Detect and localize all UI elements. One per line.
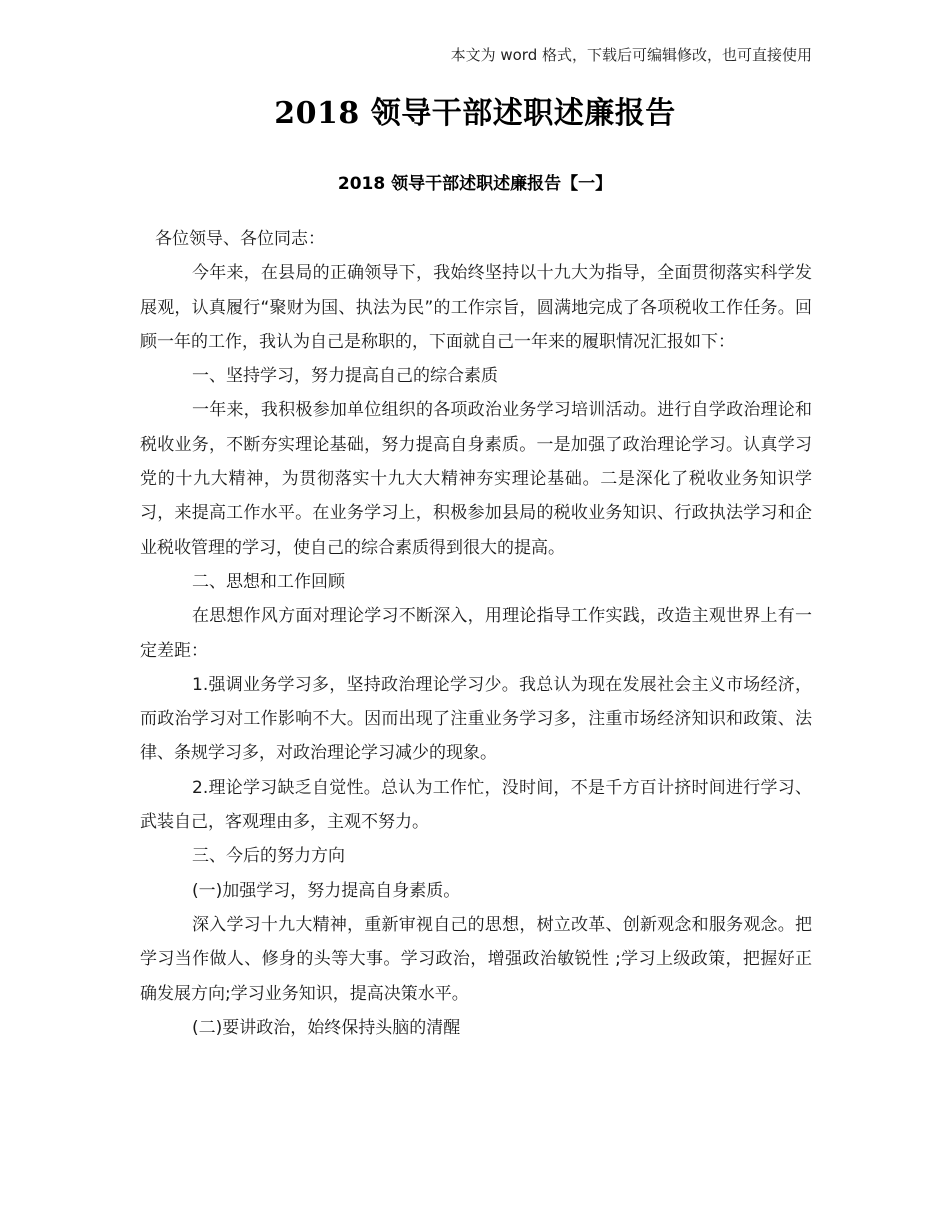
paragraph-direction: 深入学习十九大精神，重新审视自己的思想，树立改革、创新观念和服务观念。把学习当作做人、修身的头等大事。学习政治，增强政治敏锐性 ;学习上级政策，把握好正确发展方向;学习业务知识，提高决策水平。 [140,914,812,1004]
list-item-1: 1.强调业务学习多，坚持政治理论学习少。我总认为现在发展社会主义市场经济，而政治学习对工作影响不大。因而出现了注重业务学习多，注重市场经济知识和政策、法律、条规学习多，对政治理论学习减少的现象。 [140,674,812,764]
paragraph-thought: 在思想作风方面对理论学习不断深入，用理论指导工作实践，改造主观世界上有一定差距： [140,606,812,661]
paragraph-intro: 今年来，在县局的正确领导下，我始终坚持以十九大为指导，全面贯彻落实科学发展观，认真履行“聚财为国、执法为民”的工作宗旨，圆满地完成了各项税收工作任务。回顾一年的工作，我认为自己是称职的，下面就自己一年来的履职情况汇报如下： [140,263,812,352]
list-item-2: 2.理论学习缺乏自觉性。总认为工作忙，没时间，不是千方百计挤时间进行学习、武装自己，客观理由多，主观不努力。 [140,777,812,833]
paragraph-study: 一年来，我积极参加单位组织的各项政治业务学习培训活动。进行自学政治理论和税收业务，不断夯实理论基础，努力提高自身素质。一是加强了政治理论学习。认真学习党的十九大精神，为贯彻落实十九大大精神夯实理论基础。二是深化了税收业务知识学习，来提高工作水平。在业务学习上，积极参加县局的税收业务知识、行政执法学习和企业税收管理的学习，使自己的综合素质得到很大的提高。 [140,400,812,558]
document-title: 2018 领导干部述职述廉报告 [274,96,676,131]
section-heading-3: 三、今后的努力方向 [192,846,345,867]
subsection-heading-1: (一)加强学习，努力提高自身素质。 [192,880,461,901]
section-heading-1: 一、坚持学习，努力提高自己的综合素质 [192,366,498,387]
section-subtitle: 2018 领导干部述职述廉报告【一】 [337,174,613,194]
header-note: 本文为 word 格式，下载后可编辑修改，也可直接使用 [450,46,812,64]
document-body [140,222,812,1045]
subsection-heading-2: (二)要讲政治，始终保持头脑的清醒 [192,1017,461,1038]
section-heading-2: 二、思想和工作回顾 [192,571,345,592]
salutation: 各位领导、各位同志： [155,229,325,249]
